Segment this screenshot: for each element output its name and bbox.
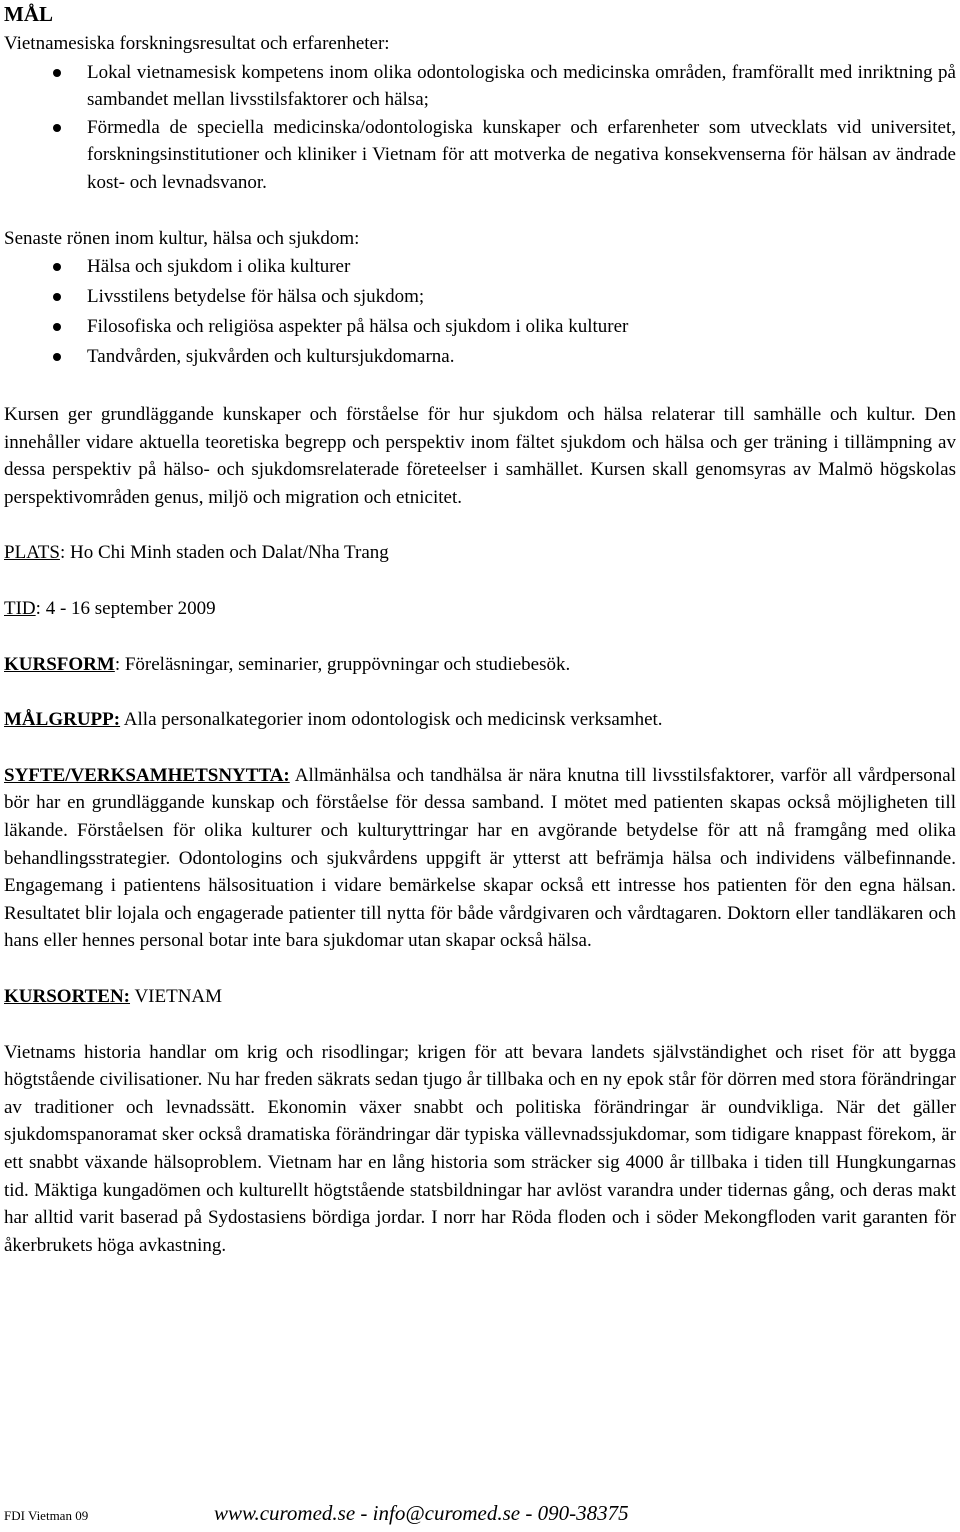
vietnam-paragraph: Vietnams historia handlar om krig och risodlingar; krigen för att bevara landets självständighet och riset för att bygga högtstående civilisationer. Nu har freden säkrats sedan tjugo år tillbaka och en ny epok står för dörren med stora förändringar av traditioner och levnadssätt. Ekonomin växer snabbt och politiska förändringar är oundvikliga. När det gäller sjukdomspanoramat sker också dramatiska förändringar där typiska vällevnadssjukdomar, som tidigare knappast förekom, är ett snabbt växande hälsoproblem. Vietnam har en lång historia som sträcker sig 4000 år tillbaka i tiden till Hungkungarnas tid. Mäktiga kungadömen och kulturellt högtstående statsbildningar har avlöst varandra under tidernas gång, och deras makt har alltid varit baserad på Sydostasiens bördiga jordar. I norr har Röda floden och i söder Mekongfloden varit garanten för åkerbrukets höga avkastning. bbox=[4, 1041, 956, 1256]
bullet-list-culture bbox=[4, 253, 956, 371]
kursorten-value: VIETNAM bbox=[134, 986, 223, 1007]
footer-left-text: FDI Vietman 09 bbox=[4, 1508, 89, 1523]
bullet-icon bbox=[53, 293, 61, 301]
list-item: Förmedla de speciella medicinska/odontologiska kunskaper och erfarenheter som utvecklats vid universitet, forskningsinstitutioner och kliniker i Vietnam för att motverka de negativa konsekvenserna för hälsan av ändrade kost- och levnadsvanor. bbox=[4, 114, 956, 197]
malgrupp-line bbox=[4, 706, 956, 734]
kursform-line: KURSFORM: Föreläsningar, seminarier, gruppövningar och studiebesök. bbox=[4, 653, 571, 675]
plats-label: PLATS bbox=[4, 542, 60, 564]
kursorten-label: KURSORTEN: bbox=[4, 986, 131, 1007]
bullet-icon bbox=[53, 124, 61, 132]
bullet-list-research bbox=[4, 59, 956, 197]
plats-value: Ho Chi Minh staden och Dalat/Nha Trang bbox=[70, 542, 389, 564]
list-item: Tandvården, sjukvården och kultursjukdomarna. bbox=[4, 343, 956, 371]
course-paragraph: Kursen ger grundläggande kunskaper och förståelse för hur sjukdom och hälsa relaterar till samhälle och kultur. Den innehåller vidare aktuella teoretiska begrepp och perspektiv inom fältet sjukdom och hälsa och ger träning i tillämpning av dessa perspektiv på hälso- och sjukdomsrelaterade företeelser i samhället. Kursen skall genomsyras av Malmö högskolas perspektivområden genus, miljö och migration och etnicitet. bbox=[4, 404, 956, 508]
syfte-label: SYFTE/VERKSAMHETSNYTTA: bbox=[4, 764, 290, 786]
kursform-label: KURSFORM bbox=[4, 653, 115, 675]
syfte-paragraph bbox=[4, 762, 956, 955]
bullet-icon bbox=[53, 263, 61, 271]
bullet-icon bbox=[53, 323, 61, 331]
list-item: Lokal vietnamesisk kompetens inom olika odontologiska och medicinska områden, framförallt med inriktning på sambandet mellan livsstilsfaktorer och hälsa; bbox=[4, 59, 956, 114]
syfte-value: Allmänhälsa och tandhälsa är nära knutna till livsstilsfaktorer, varför all vårdpersonal bör har en grundläggande kunskap och förståelse för dessa samband. I mötet med patienten skapas också möjligheten till läkande. Förståelsen för olika kulturer och kulturyttringar har en avgörande betydelse för att nå framgång med olika behandlingsstrategier. Odontologins och sjukvårdens uppgift är ytterst att befrämja hälsa och individens välbefinnande. Engagemang i patientens hälsosituation i vidare bemärkelse skapar också ett intresse hos patienten för den egna hälsan. Resultatet blir lojala och engagerade patienter till nytta för både vårdgivaren och vårdtagaren. Doktorn eller tandläkaren och hans eller hennes personal botar inte bara sjukdomar utan skapar också hälsa. bbox=[4, 764, 957, 952]
list-item: Filosofiska och religiösa aspekter på hälsa och sjukdom i olika kulturer bbox=[4, 313, 956, 341]
footer-contact-text: www.curomed.se - info@curomed.se - 090-38375 bbox=[214, 1501, 629, 1525]
kursform-value: Föreläsningar, seminarier, gruppövningar och studiebesök. bbox=[124, 653, 571, 675]
section2-label: Senaste rönen inom kultur, hälsa och sjukdom: bbox=[4, 227, 360, 249]
tid-label: TID bbox=[4, 598, 36, 620]
list-item: Livsstilens betydelse för hälsa och sjukdom; bbox=[4, 283, 956, 311]
list-item: Hälsa och sjukdom i olika kulturer bbox=[4, 253, 956, 281]
tid-value: 4 - 16 september 2009 bbox=[45, 598, 216, 620]
heading-mal: MÅL bbox=[4, 2, 53, 26]
intro-label: Vietnamesiska forskningsresultat och erfarenheter: bbox=[4, 33, 390, 54]
page-footer bbox=[4, 1500, 956, 1530]
malgrupp-label: MÅLGRUPP: bbox=[4, 709, 121, 731]
bullet-icon bbox=[53, 353, 61, 361]
tid-line: TID: 4 - 16 september 2009 bbox=[4, 598, 216, 620]
plats-line: PLATS: Ho Chi Minh staden och Dalat/Nha Trang bbox=[4, 542, 389, 564]
document-page bbox=[4, 0, 956, 1259]
kursorten-line bbox=[4, 983, 956, 1011]
malgrupp-value: Alla personalkategorier inom odontologisk och medicinsk verksamhet. bbox=[123, 709, 663, 731]
bullet-icon bbox=[53, 69, 61, 77]
